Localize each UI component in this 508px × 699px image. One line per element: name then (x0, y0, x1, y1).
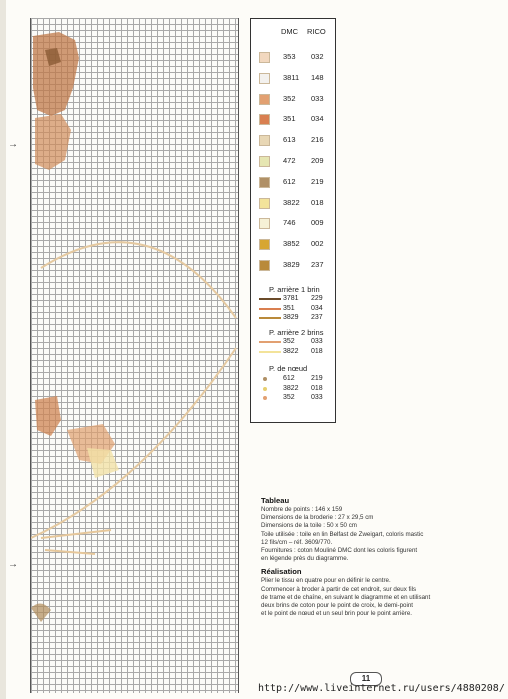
info-line: Fournitures : coton Mouliné DMC dont les coloris figurent (261, 547, 418, 555)
color-swatch (259, 198, 270, 209)
info-title: Tableau (261, 496, 290, 505)
chart-motifs (31, 18, 238, 693)
rico-code: 032 (311, 52, 324, 61)
rico-code: 216 (311, 135, 324, 145)
dmc-code: 612 (283, 375, 295, 382)
dmc-code: 746 (283, 218, 296, 228)
info-line: Dimensions de la broderie : 27 x 29,5 cm (261, 514, 374, 522)
dmc-code: 472 (283, 156, 296, 165)
rico-code: 219 (311, 176, 324, 186)
legend-backstitch1-title: P. arrière 1 brin (269, 285, 320, 294)
legend-color-row (251, 73, 327, 83)
rico-code: 229 (311, 295, 323, 302)
realisation-line: Plier le tissu en quatre pour en définir le centre. (261, 577, 391, 585)
dmc-code: 3852 (283, 239, 300, 249)
page-number: 11 (350, 672, 382, 686)
color-swatch (259, 52, 270, 63)
rico-code: 237 (311, 260, 324, 269)
info-lines (261, 506, 501, 563)
backstitch-line (259, 298, 281, 300)
legend-line-row (251, 294, 327, 304)
source-url[interactable]: http://www.liveinternet.ru/users/4880208/ (258, 683, 505, 694)
rico-code: 033 (311, 394, 323, 401)
legend-line-row (251, 337, 327, 347)
realisation-line: de trame et de chaîne, en suivant le diagramme et en utilisant (261, 593, 431, 601)
color-swatch (259, 114, 270, 125)
realisation-line: et le point de nœud et un seul brin pour le point arrière. (261, 610, 412, 618)
legend-knot-row (251, 384, 327, 394)
motif-lower-lines (41, 530, 111, 554)
dmc-code: 3811 (283, 72, 300, 82)
legend-color-row (251, 135, 327, 145)
legend-knot-row (251, 393, 327, 403)
legend-color-row (251, 260, 327, 270)
knot-dot (263, 377, 267, 381)
dmc-code: 352 (283, 338, 295, 345)
dmc-code: 351 (283, 114, 296, 124)
color-swatch (259, 218, 270, 229)
color-swatch (259, 239, 270, 250)
backstitch-line (259, 308, 281, 310)
legend-line-row (251, 313, 327, 323)
motif-lower-1 (35, 396, 61, 436)
info-line: Toile utilisée : toile en lin Belfast de Zweigart, coloris mastic (261, 530, 424, 538)
legend-backstitch2-title: P. arrière 2 brins (269, 328, 324, 337)
knot-dot (263, 387, 267, 391)
info-line: en légende près du diagramme. (261, 555, 349, 563)
realisation-lines (261, 577, 501, 618)
dmc-code: 3822 (283, 384, 299, 392)
motif-lower-3 (87, 448, 119, 478)
dmc-code: 3822 (283, 197, 300, 207)
center-arrow-bottom: → (8, 559, 18, 570)
rico-code: 209 (311, 156, 324, 165)
color-swatch (259, 260, 270, 271)
dmc-code: 3829 (283, 314, 299, 321)
rico-code: 033 (311, 338, 323, 345)
dmc-code: 3822 (283, 347, 299, 355)
rico-code: 009 (311, 218, 324, 228)
realisation-line: deux brins de coton pour le point de croix, le demi-point (261, 602, 414, 610)
realisation-title: Réalisation (261, 567, 302, 577)
dmc-code: 3781 (283, 295, 299, 302)
dmc-code: 351 (283, 304, 295, 312)
dmc-code: 352 (283, 93, 296, 103)
page-edge (0, 0, 6, 699)
pattern-info (261, 496, 501, 618)
legend-color-row (251, 218, 327, 228)
motif-upper (33, 32, 79, 116)
rico-code: 018 (311, 197, 324, 207)
rico-code: 237 (311, 314, 323, 321)
rico-code: 034 (311, 114, 324, 124)
motif-middle (35, 114, 71, 170)
color-swatch (259, 73, 270, 84)
rico-code: 018 (311, 347, 323, 355)
rico-code: 219 (311, 375, 323, 382)
rico-code: 148 (311, 72, 324, 82)
dmc-code: 353 (283, 52, 296, 61)
rico-code: 002 (311, 239, 324, 249)
motif-corner (31, 603, 51, 622)
info-line: 12 fils/cm – réf. 3609/770. (261, 538, 333, 546)
legend-line-row (251, 347, 327, 357)
dmc-code: 352 (283, 394, 295, 401)
legend-header-rico: RICO (307, 27, 326, 36)
color-swatch (259, 94, 270, 105)
motif-arc-top (41, 242, 236, 318)
color-swatch (259, 156, 270, 167)
knot-dot (263, 396, 267, 400)
legend-color-row (251, 198, 327, 208)
color-swatch (259, 177, 270, 188)
legend-color-row (251, 52, 327, 62)
info-line: Dimensions de la toile : 50 x 50 cm (261, 522, 357, 530)
legend-knot-title: P. de nœud (269, 364, 308, 373)
legend-color-row (251, 114, 327, 124)
rico-code: 033 (311, 93, 324, 103)
backstitch-line (259, 317, 281, 319)
legend-knot-row (251, 374, 327, 384)
backstitch-line (259, 351, 281, 353)
rico-code: 018 (311, 384, 323, 392)
chart-grid (30, 18, 239, 693)
dmc-code: 613 (283, 135, 296, 145)
legend-line-row (251, 304, 327, 314)
color-swatch (259, 135, 270, 146)
motif-arc-bottom (31, 348, 236, 538)
center-arrow-top: → (8, 139, 18, 150)
backstitch-line (259, 341, 281, 343)
color-legend (250, 18, 336, 423)
realisation-line: Commencer à broder à partir de cet endroit, sur deux fils (261, 585, 417, 593)
legend-color-row (251, 177, 327, 187)
dmc-code: 3829 (283, 260, 300, 269)
rico-code: 034 (311, 304, 323, 312)
legend-header-dmc: DMC (281, 27, 299, 36)
legend-color-row (251, 239, 327, 249)
legend-color-row (251, 156, 327, 166)
legend-color-row (251, 94, 327, 104)
info-line: Nombre de points : 146 x 159 (261, 506, 343, 513)
dmc-code: 612 (283, 176, 296, 186)
